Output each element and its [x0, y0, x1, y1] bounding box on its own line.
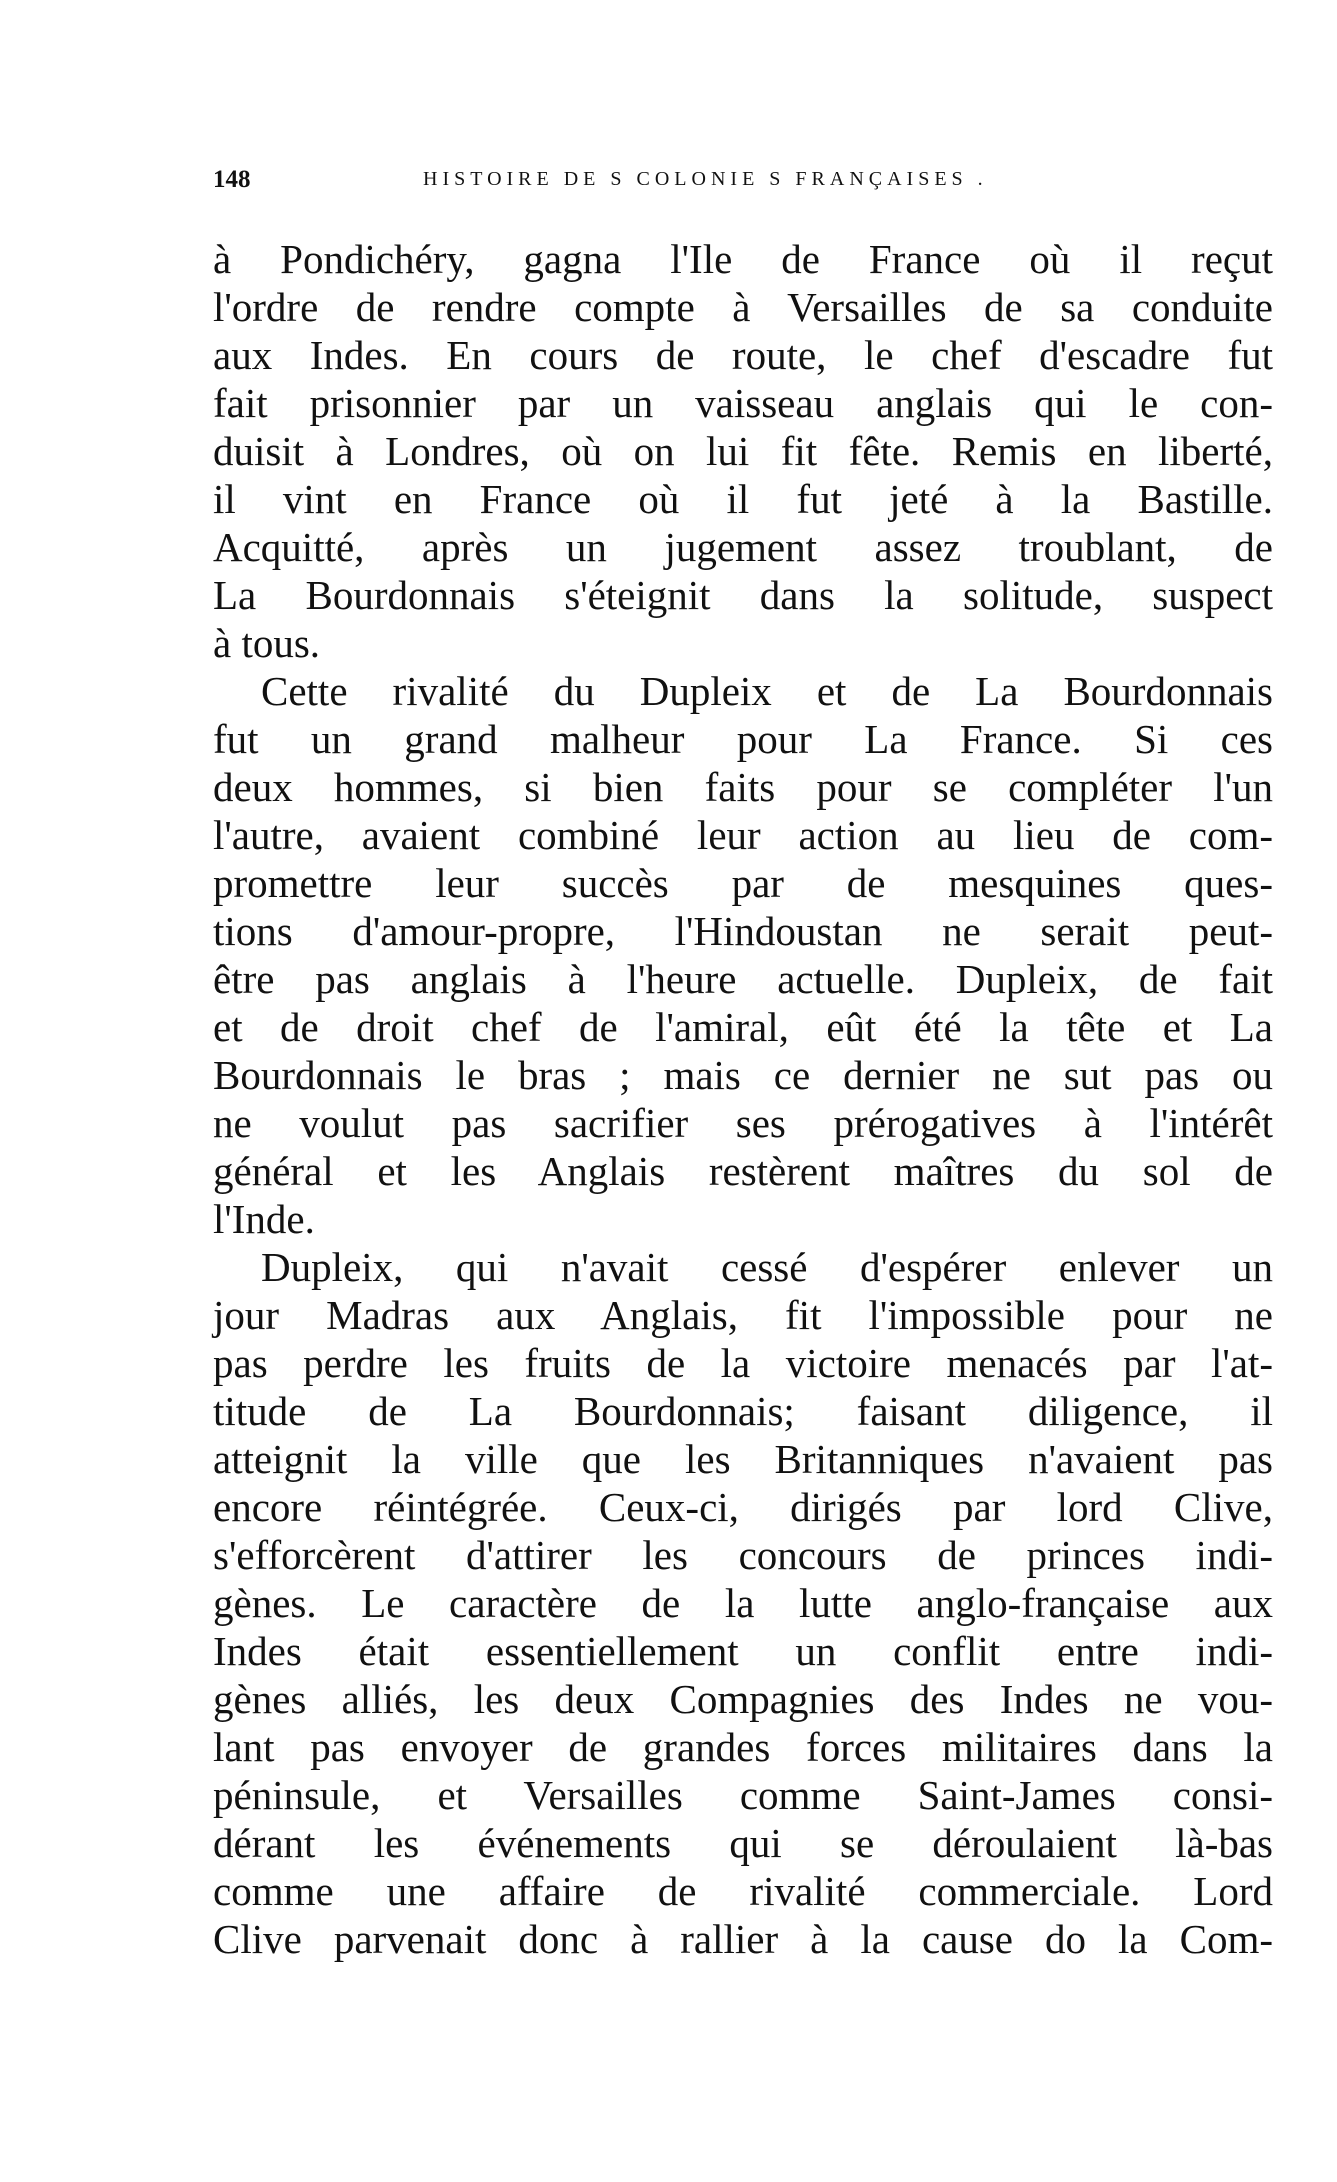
text-line: Indes était essentiellement un conflit entre indi- — [213, 1628, 1273, 1674]
text-line: Clive parvenait donc à rallier à la cause do la Com- — [213, 1916, 1273, 1962]
text-line: lant pas envoyer de grandes forces militaires dans la — [213, 1724, 1273, 1770]
text-line: promettre leur succès par de mesquines ques- — [213, 860, 1273, 906]
text-line: deux hommes, si bien faits pour se compléter l'un — [213, 764, 1273, 810]
text-line: tions d'amour-propre, l'Hindoustan ne serait peut- — [213, 908, 1273, 954]
text-line: à Pondichéry, gagna l'Ile de France où il reçut — [213, 236, 1273, 282]
text-line: aux Indes. En cours de route, le chef d'escadre fut — [213, 332, 1273, 378]
text-line: être pas anglais à l'heure actuelle. Dupleix, de fait — [213, 956, 1273, 1002]
text-line: duisit à Londres, où on lui fit fête. Remis en liberté, — [213, 428, 1273, 474]
paragraph — [213, 1243, 1273, 1963]
text-line: péninsule, et Versailles comme Saint-James consi- — [213, 1772, 1273, 1818]
text-line: La Bourdonnais s'éteignit dans la solitude, suspect — [213, 572, 1273, 618]
text-line: fut un grand malheur pour La France. Si ces — [213, 716, 1273, 762]
text-line: fait prisonnier par un vaisseau anglais qui le con- — [213, 380, 1273, 426]
text-line: dérant les événements qui se déroulaient là-bas — [213, 1820, 1273, 1866]
text-line: Cette rivalité du Dupleix et de La Bourdonnais — [261, 668, 1273, 714]
page-header — [213, 166, 1073, 196]
text-line: à tous. — [213, 620, 321, 666]
text-line: atteignit la ville que les Britanniques n'avaient pas — [213, 1436, 1273, 1482]
text-line: Acquitté, après un jugement assez troublant, de — [213, 524, 1273, 570]
text-line: ne voulut pas sacrifier ses prérogatives à l'intérêt — [213, 1100, 1273, 1146]
text-line: jour Madras aux Anglais, fit l'impossible pour ne — [213, 1292, 1273, 1338]
text-line: s'efforcèrent d'attirer les concours de princes indi- — [213, 1532, 1273, 1578]
text-line: gènes. Le caractère de la lutte anglo-française aux — [213, 1580, 1273, 1626]
text-line: l'ordre de rendre compte à Versailles de sa conduite — [213, 284, 1273, 330]
text-line: comme une affaire de rivalité commerciale. Lord — [213, 1868, 1273, 1914]
body-text — [213, 235, 1273, 1963]
text-line: gènes alliés, les deux Compagnies des Indes ne vou- — [213, 1676, 1273, 1722]
text-line: l'autre, avaient combiné leur action au lieu de com- — [213, 812, 1273, 858]
text-line: encore réintégrée. Ceux-ci, dirigés par lord Clive, — [213, 1484, 1273, 1530]
text-line: Dupleix, qui n'avait cessé d'espérer enlever un — [261, 1244, 1273, 1290]
text-line: Bourdonnais le bras ; mais ce dernier ne sut pas ou — [213, 1052, 1273, 1098]
text-line: pas perdre les fruits de la victoire menacés par l'at- — [213, 1340, 1273, 1386]
page-number: 148 — [213, 166, 251, 193]
text-line: titude de La Bourdonnais; faisant diligence, il — [213, 1388, 1273, 1434]
paragraph — [213, 235, 1273, 667]
text-line: il vint en France où il fut jeté à la Bastille. — [213, 476, 1273, 522]
running-title: HISTOIRE DE S COLONIE S FRANÇAISES . — [423, 168, 988, 190]
text-line: et de droit chef de l'amiral, eût été la tête et La — [213, 1004, 1273, 1050]
text-line: l'Inde. — [213, 1196, 315, 1242]
text-line: général et les Anglais restèrent maîtres du sol de — [213, 1148, 1273, 1194]
paragraph — [213, 667, 1273, 1243]
